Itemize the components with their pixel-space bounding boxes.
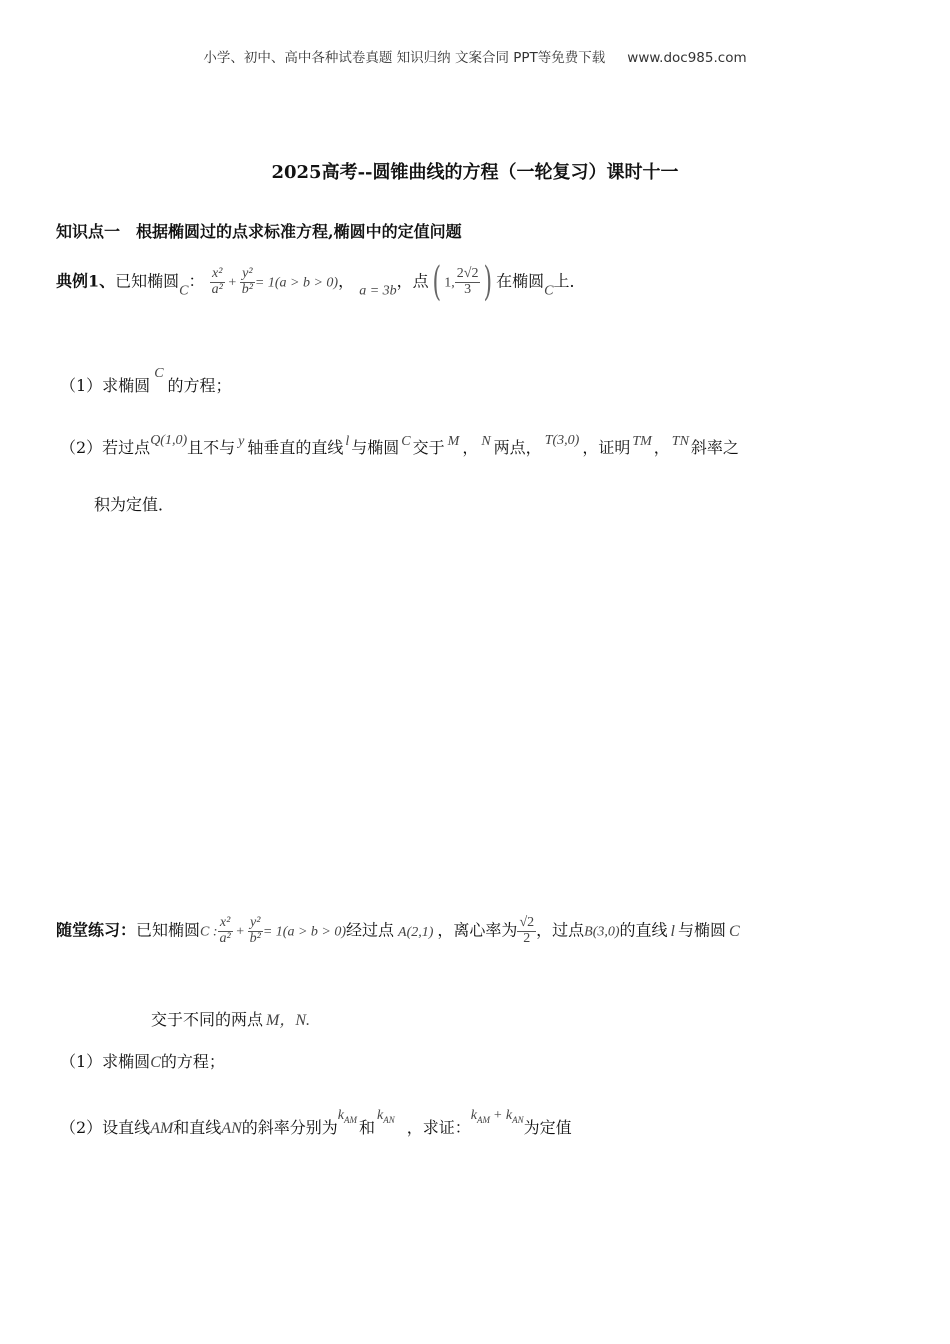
q1-end: 的方程； <box>167 376 232 395</box>
practice-pass: 经过点 <box>346 920 395 940</box>
pq2-sum-sub2: AN <box>512 1115 524 1126</box>
section-heading: 知识点一 根据椭圆过的点求标准方程,椭圆中的定值问题 <box>56 222 462 241</box>
pq2-k2-sub: AN <box>383 1115 395 1126</box>
q2-f: ， <box>462 438 479 457</box>
frac-num: x² <box>210 267 225 283</box>
pq1-a: （1）求椭圆 <box>60 1052 151 1071</box>
page-title: 2025高考--圆锥曲线的方程（一轮复习）课时十一 <box>271 162 679 183</box>
pq2-k-an <box>377 1104 395 1126</box>
practice-eq-rest: = 1(a > b > 0) <box>262 924 347 940</box>
pq1-b: 的方程； <box>160 1052 225 1071</box>
pq2-b: 和直线 <box>173 1118 222 1137</box>
practice-point-b: B(3,0) <box>584 924 620 940</box>
pq1-c: C <box>150 1054 161 1071</box>
example-intro: 已知椭圆 <box>115 271 180 291</box>
pq2-plus: + k <box>492 1108 513 1123</box>
pq2-prove: ，求证： <box>406 1118 471 1137</box>
example-end: 上． <box>553 271 586 291</box>
example-label: 典例1、 <box>56 271 116 291</box>
practice-eq-c: C : <box>200 924 218 940</box>
q2-e: 交于 <box>412 438 445 457</box>
example-eq-rest: = 1(a > b > 0) <box>254 275 339 291</box>
pq2-sum <box>470 1104 524 1126</box>
practice-with: 与椭圆 <box>678 920 727 940</box>
pq2-an: AN <box>221 1120 242 1137</box>
q2-b: 且不与 <box>187 438 236 457</box>
frac-den: b² <box>249 930 261 946</box>
practice-intro: 已知椭圆 <box>136 920 201 940</box>
page-header <box>0 46 950 66</box>
q2-N: N <box>481 434 491 449</box>
practice-l: l <box>670 922 675 940</box>
pq2-and: 和 <box>359 1118 376 1137</box>
frac-den: 3 <box>464 281 472 297</box>
frac-num: √2 <box>519 915 535 930</box>
practice-frac-x2-a2 <box>218 916 233 946</box>
header-text: 小学、初中、高中各种试卷真题 知识归纳 文案合同 PPT等免费下载 <box>203 50 606 66</box>
q2-l: l <box>345 434 350 449</box>
q2-h: ，证明 <box>582 438 631 457</box>
example-c2: C <box>544 283 554 299</box>
pq2-sum-k: k <box>470 1108 477 1123</box>
q2-C: C <box>401 434 411 449</box>
practice-frac-y2-b2 <box>248 916 263 946</box>
q2-TM: TM <box>632 434 652 449</box>
pq2-k-am <box>337 1104 357 1126</box>
frac-den: a² <box>219 930 231 946</box>
practice-statement-cont <box>151 1007 310 1030</box>
example-statement: 典例1、已知椭圆C： $\frac{\text{x²}}{\text{a²}}$ + $\frac{\text{y²}}{\text{b²}}$ = 1(a > b > 0)， a = 3b，点( 1, $\frac{2√2}{3}$ ) 在椭圆C上． <box>56 259 586 305</box>
frac-den: 2 <box>523 930 531 946</box>
pq2-am: AM <box>150 1120 174 1137</box>
example-c: C <box>179 283 189 299</box>
q2-g: 两点， <box>493 438 542 457</box>
q1-c: C <box>154 366 164 381</box>
q2-point-q: Q(1,0) <box>150 433 188 448</box>
q2-c: 轴垂直的直线 <box>247 438 344 457</box>
practice-frac-ecc <box>517 916 536 946</box>
practice-through: ，过点 <box>536 920 585 940</box>
pq2-k-sub: AM <box>344 1115 357 1126</box>
example-condition: a = 3b <box>359 283 397 299</box>
frac-num: x² <box>218 916 233 932</box>
frac-point-y <box>455 267 481 297</box>
q2-a: （2）若过点 <box>60 438 151 457</box>
q2-j: 斜率之 <box>690 438 739 457</box>
practice-question-2 <box>60 1104 572 1138</box>
pq2-k: k <box>337 1108 344 1123</box>
practice-line2: 交于不同的两点 <box>151 1010 264 1029</box>
q2-i: ， <box>653 438 670 457</box>
frac-x2-a2 <box>210 267 225 297</box>
pq2-c: 的斜率分别为 <box>241 1118 338 1137</box>
q2-d: 与椭圆 <box>351 438 400 457</box>
frac-num: 2√2 <box>456 265 479 281</box>
frac-den: a² <box>211 281 223 297</box>
q1-label: （1）求椭圆 <box>60 376 151 395</box>
practice-mn: M，N. <box>266 1012 311 1029</box>
q2-M: M <box>447 434 460 449</box>
example-comma: ， <box>338 271 355 291</box>
point-x: 1, <box>444 275 455 291</box>
frac-num: y² <box>240 267 255 283</box>
q2-point-t: T(3,0) <box>544 433 580 448</box>
example-question-1 <box>60 366 232 396</box>
pq2-end: 为定值 <box>523 1118 572 1137</box>
example-colon: ： <box>188 271 205 291</box>
practice-line: 的直线 <box>619 920 668 940</box>
pq2-sum-sub1: AM <box>476 1115 490 1126</box>
paren-right: ) <box>483 259 493 305</box>
example-question-2-cont: 积为定值． <box>94 495 175 514</box>
practice-point-a: A(2,1) <box>398 924 434 940</box>
practice-c: C <box>729 922 740 940</box>
practice-statement: 随堂练习：已知椭圆C : $\frac{\text{x²}}{\text{a²}}$ + $\frac{\text{y²}}{\text{b²}}$ = 1(a > b > 0)经过点 A(2,1) ，离心率为 $\frac{√2}{2}$ ，过点B(3,0)的直线 l 与椭圆 C <box>56 915 740 946</box>
example-comma2: ， <box>396 271 413 291</box>
example-on-text: 在椭圆 <box>496 271 545 291</box>
header-site[interactable]: www.doc985.com <box>627 50 747 66</box>
pq2-k2: k <box>377 1108 384 1123</box>
pq2-a: （2）设直线 <box>60 1118 151 1137</box>
frac-den: b² <box>241 281 253 297</box>
practice-ecc: ，离心率为 <box>437 920 518 940</box>
frac-num: y² <box>248 916 263 932</box>
example-point-text: 点 <box>412 271 429 291</box>
practice-label: 随堂练习： <box>56 920 137 940</box>
q2-TN: TN <box>671 434 689 449</box>
frac-y2-b2 <box>240 267 255 297</box>
q2-y: y <box>238 434 245 449</box>
paren-left: ( <box>432 259 441 305</box>
example-question-2 <box>60 433 739 458</box>
practice-question-1 <box>60 1049 225 1072</box>
